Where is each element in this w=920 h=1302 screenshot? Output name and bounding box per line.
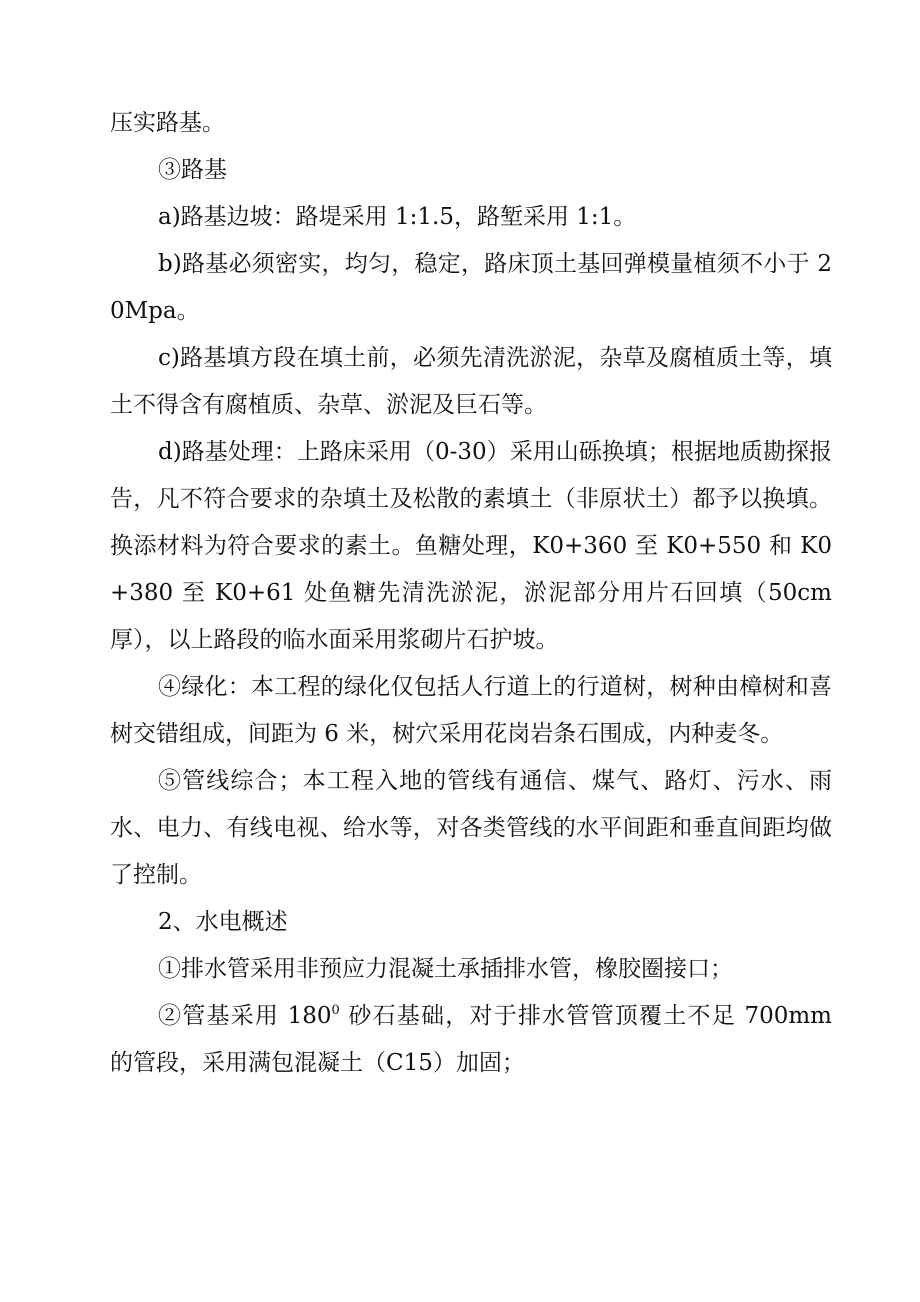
paragraph-pipeline: ⑤管线综合；本工程入地的管线有通信、煤气、路灯、污水、雨水、电力、有线电视、给水等，对各类管线的水平间距和垂直间距均做了控制。 bbox=[110, 768, 832, 888]
paragraph-subgrade-slope: a)路基边坡：路堤采用 1:1.5，路堑采用 1:1。 bbox=[158, 204, 637, 230]
pipe-foundation-text-a: ②管基采用 180 bbox=[158, 1003, 332, 1029]
paragraph-fill-section: c)路基填方段在填土前，必须先清洗淤泥，杂草及腐植质土等，填土不得含有腐植质、杂草、淤泥及巨石等。 bbox=[110, 345, 832, 418]
heading-water-electric: 2、水电概述 bbox=[158, 909, 288, 935]
paragraph-subgrade-treatment: d)路基处理：上路床采用（0-30）采用山砾换填；根据地质勘探报告，凡不符合要求的杂填土及松散的素填土（非原状土）都予以换填。换添材料为符合要求的素土。鱼糖处理，K0+360 至 K0+550 和 K0+380 至 K0+61 处鱼糖先清洗淤泥，淤泥部分用片石回填（50cm 厚），以上路段的临水面采用浆砌片石护坡。 bbox=[110, 439, 832, 653]
paragraph-subgrade-compaction: b)路基必须密实，均匀，稳定，路床顶土基回弹模量植须不小于 20Mpa。 bbox=[110, 251, 832, 324]
paragraph-pipe-foundation bbox=[110, 993, 832, 1087]
document-body bbox=[110, 100, 832, 1087]
paragraph-greening: ④绿化：本工程的绿化仅包括人行道上的行道树，树种由樟树和喜树交错组成，间距为 6 米，树穴采用花岗岩条石围成，内种麦冬。 bbox=[110, 674, 832, 747]
heading-subgrade: ③路基 bbox=[158, 157, 227, 183]
pipe-foundation-text-b: 砂石基础，对于排水管管顶覆土不足 700mm 的管段，采用满包混凝土（C15）加固； bbox=[110, 1003, 832, 1076]
paragraph-drain-pipe: ①排水管采用非预应力混凝土承插排水管，橡胶圈接口； bbox=[158, 956, 733, 982]
degree-superscript: 0 bbox=[331, 1003, 340, 1018]
paragraph-continuation: 压实路基。 bbox=[110, 110, 225, 136]
